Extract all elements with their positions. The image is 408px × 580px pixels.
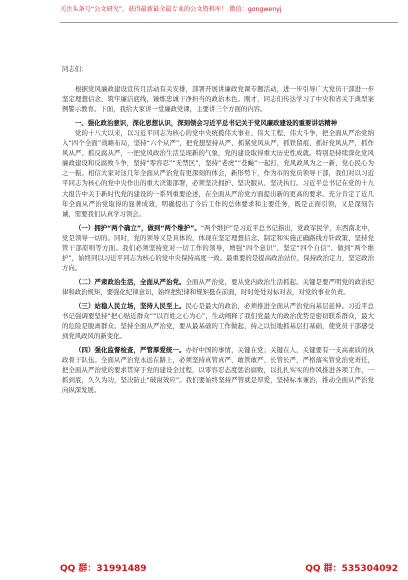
subsection-1-text: “两个维护”是习近平总书记指出，党政军民学，东西南北中，党是领导一切的。同时，党的领导又是具体的，体现在坚定理想信念、制定和实施正确路线方针政策、坚持党管干部原则等方面。我们必须坚持党对一切工作的领导，增强“四个意识”、坚定“四个自信”、做到“两个维护”，始终同以习近平同志为核心的党中央保持高度一致。最重要的是提高政治站位，保持政治定力，坚定政治方向。: [62, 223, 374, 272]
subsection-4-text: 办好中国的事情，关键在党；关键在人，关键要有一支高素质的执政骨干队伍。全面从严治党永远在路上，必须坚持真管真严、敢管敢严、长管长严，严格落实管党治党责任，把全面从严治党的要求贯穿于党的建设全过程，以零容忍态度惩治腐败，以扎扎实实的作风推进各项工作，一抓到底，久久为功，坚决防止“破窗效应”。我们要始终坚持严管就是厚爱，坚持标本兼治，推动全面从严治党向纵深发展。: [62, 346, 375, 395]
subsection-heading-4: （四）强化监督检查，严管厚爱统一。: [75, 346, 186, 355]
subsection-2: [62, 277, 374, 297]
subsection-heading-1: （一）拥护“两个确立”，做到“两个维护”。: [75, 223, 201, 232]
subsection-3-text: 民心是最大的政治，必须推进全面从严治党向基层延伸。习近平总书记强调要坚持“把心贴近群众”“以百姓之心为心”，生动阐释了我们党最大的政治优势是密切联系群众，最大的危险是脱离群众。坚持全面从严治党，要从最基础的工作做起，持之以恒地抓基层打基础，使党员干部感受到党风政风的新变化。: [62, 301, 375, 341]
footer-qq-group-2: QQ 群：535304092: [305, 564, 398, 574]
intro-paragraph: 根据党风廉政建设宣传月活动有关安排，部署开展讲廉政党课专题活动，进一步引导广大党员干部进一步坚定理想信念，筑牢廉洁底线，锤炼忠诚干净担当的政治本色。刚才，同志们传达学习了中央和省关于典型案例警示教育。下面，我给大家讲一堂廉政党课，主要讲三个方面的内容。: [62, 85, 374, 114]
subsection-4: [62, 345, 374, 395]
footer-bar: [60, 561, 398, 574]
salutation: 同志们：: [62, 65, 88, 73]
section-1-paragraph: 党的十八大以来，以习近平同志为核心的党中央统揽伟大事业、伟大工程、伟大斗争，把全面从严治党纳入“四个全面”战略布局，坚持“六个从严”，把党想坚持从严、抓紧党风从严，抓铁留痕、抓好党风从严，抓作风从严、抓反腐从严，一把党风政治生活呈现新的气象，党的建设取得重大历史性成就。特别是持续深化党风廉政建设和反腐败斗争，坚持“零容忍”“无禁区”，坚持“老虎”“苍蝇”一起打，党风政风为之一新，党心民心为之一振。相信大家对这几年全面从严治党有更深刻的体会，新形势下，作为市的党员领导干部，我们对以习近平同志为核心的党中央作出的重大决策部署，必须坚决拥护、坚决服从、坚决执行。习近平总书记在党的十九大报告中关于新时代党的建设的一系列重要论述，在全面从严治党方面提出新的更高的要求。充分肯定了近几年全面从严治党取得的显著成效，明确提出了今后工作的总体要求和主要任务，既是正面引领，又是深刻告诫，需要我们认真学习领会。: [62, 129, 374, 218]
subsection-heading-2: （二）严肃政治生活，全面从严治党。: [75, 277, 186, 286]
header-banner: 关注头条号“公文研究”，获得最新最全最专业的公文资料库！ 微信：gongwenyj: [60, 6, 282, 13]
section-heading-1: 一、强化政治意识，深化思想认识，深刻领会习近平总书记关于党风廉政建设的重要讲话精神: [75, 119, 338, 128]
subsection-heading-3: （三）站稳人民立场，坚持人民至上。: [75, 301, 186, 310]
subsection-3: [62, 301, 374, 341]
footer-qq-group-1: QQ 群：31991489: [60, 564, 147, 574]
subsection-1: [62, 223, 374, 273]
document-body: [62, 64, 374, 395]
header-divider: [60, 22, 398, 23]
subsection-2-text: 全面从严治党，要从党内政治生活抓起。关键是要严明党的政治纪律和政治规矩，要强化纪律意识，始终把纪律和规矩挺在前面，时时处处对标对表，对党的事业负责。: [62, 277, 375, 296]
